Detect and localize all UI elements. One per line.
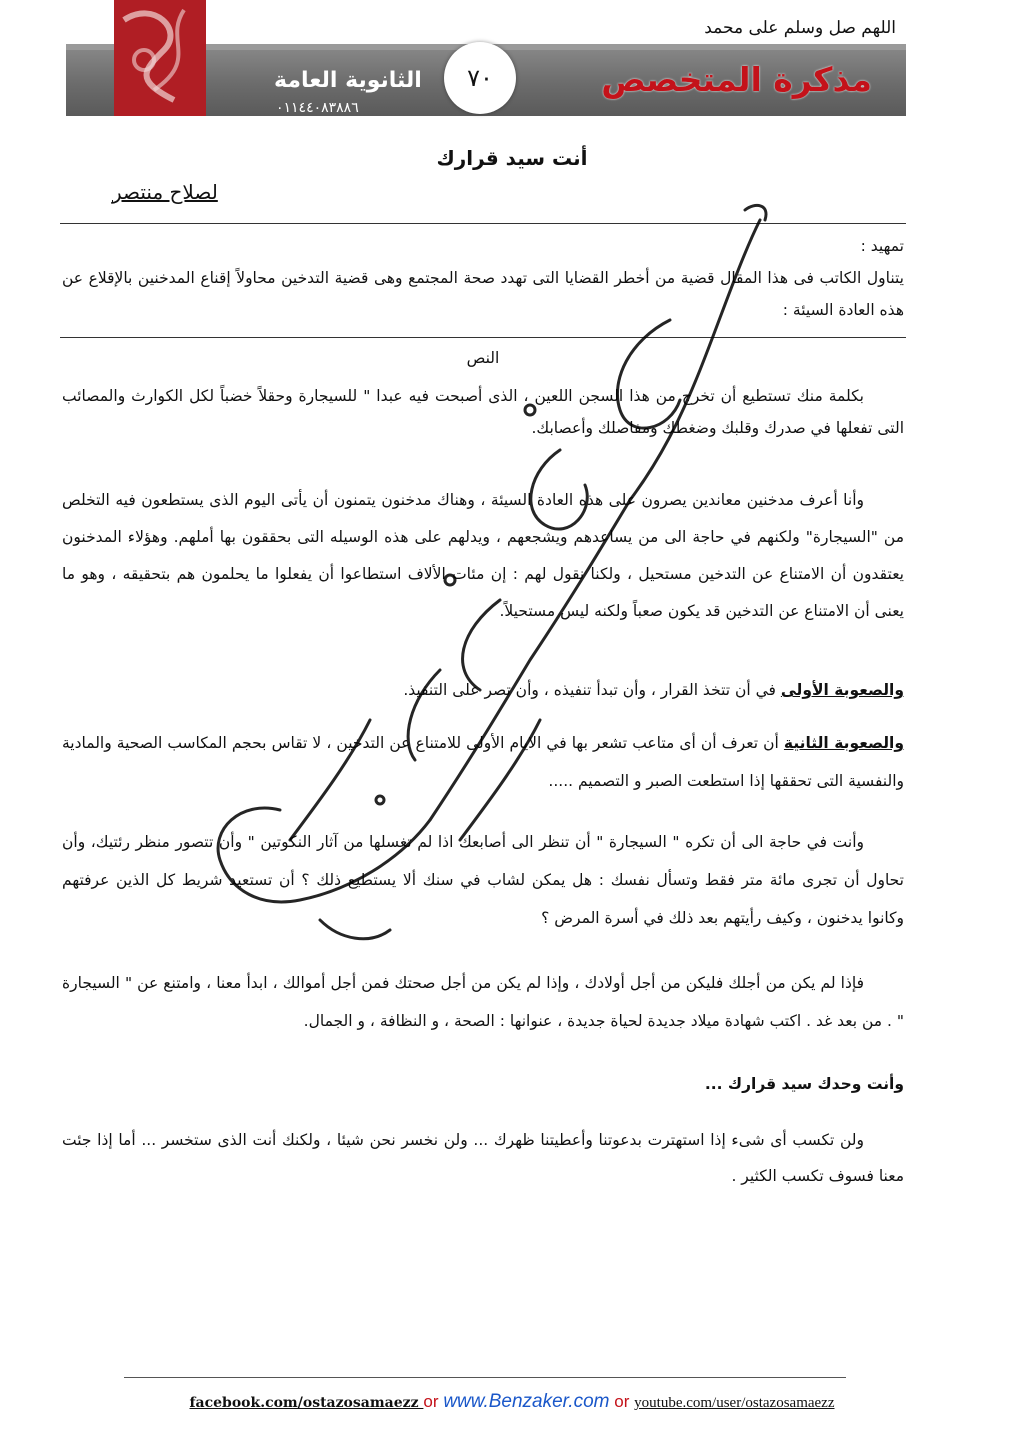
page-number: ٧٠ bbox=[444, 42, 516, 114]
footer-or-2: or bbox=[614, 1392, 630, 1411]
ornament-logo bbox=[114, 0, 206, 116]
difficulty-2-text: أن تعرف أن أى متاعب تشعر بها في الايام الأولى للامتناع عن التدخين ، لا تقاس بحجم المكاسب الصحية والمادية والنفسية التى تحققها إذا استطعت الصبر و التصميم ..... bbox=[62, 734, 904, 790]
footer bbox=[0, 1391, 1024, 1413]
article-title: أنت سيد قرارك bbox=[436, 146, 588, 170]
paragraph-3: وأنت في حاجة الى أن تكره " السيجارة " أن تنظر الى أصابعك اذا لم تغسلها من آثار النكوتين " وأن تتصور منظر رئتيك، وأن تحاول أن تجرى مائة متر فقط وتسأل نفسك : هل يمكن لشاب في سنك ألا يستطيع ذلك ؟ أن تستعيد شريط كل الذين عرفتهم وكانوا يدخنون ، وكيف رأيتهم بعد ذلك في أسرة المرض ؟ bbox=[62, 833, 904, 927]
footer-youtube-link[interactable]: youtube.com/user/ostazosamaezz bbox=[634, 1395, 835, 1411]
difficulty-1-text: في أن تتخذ القرار ، وأن تبدأ تنفيذه ، وأن تصر على التنفيذ. bbox=[403, 681, 781, 699]
difficulty-1-label: والصعوبة الأولى bbox=[780, 681, 904, 699]
header-prayer: اللهم صل وسلم على محمد bbox=[704, 18, 896, 38]
difficulty-2-label: والصعوبة الثانية bbox=[783, 734, 905, 752]
paragraph-5-heading: وأنت وحدك سيد قرارك ... bbox=[704, 1075, 904, 1093]
difficulty-1 bbox=[62, 674, 904, 706]
brand-title: مذكرة المتخصص bbox=[601, 60, 872, 99]
divider-top bbox=[60, 223, 906, 224]
intro-section bbox=[62, 230, 904, 326]
footer-facebook-link[interactable]: facebook.com/ostazosamaezz bbox=[189, 1395, 424, 1411]
ornament-icon bbox=[114, 0, 206, 116]
paragraph-6: ولن تكسب أى شىء إذا استهترت بدعوتنا وأعطيتنا ظهرك ... ولن نخسر نحن شيئا ، ولكنك أنت الذى ستخسر ... أما إذا جئت معنا فسوف تكسب الكثير . bbox=[62, 1131, 904, 1185]
divider-bottom bbox=[60, 337, 906, 338]
text-heading: النص bbox=[466, 349, 500, 367]
article-author: لصلاح منتصر bbox=[112, 180, 218, 204]
intro-text: يتناول الكاتب فى هذا المقال قضية من أخطر القضايا التى تهدد صحة المجتمع وهى قضية التدخين محاولاً إقناع المدخنين بالإقلاع عن هذه العادة السيئة : bbox=[62, 269, 904, 319]
paragraph-1: بكلمة منك تستطيع أن تخرج من هذا السجن اللعين ، الذى أصبحت فيه عبدا " للسيجارة وحقلاً خضباً لكل الكوارث والمصائب التى تفعلها في صدرك وقلبك وضغطك ومفاصلك وأعصابك. bbox=[62, 387, 904, 437]
footer-site-link[interactable]: www.Benzaker.com bbox=[443, 1391, 610, 1412]
footer-divider bbox=[124, 1377, 846, 1378]
phone-number: ٠١١٤٤٠٨٣٨٨٦ bbox=[276, 100, 359, 116]
paragraph-4: فإذا لم يكن من أجلك فليكن من أجل أولادك ، وإذا لم يكن من أجل صحتك فمن أجل أموالك ، ابدأ معنا ، وامتنع عن " السيجارة " . من بعد غد . اكتب شهادة ميلاد جديدة لحياة جديدة ، عنوانها : الصحة ، و النظافة ، و الجمال. bbox=[62, 974, 904, 1030]
footer-or-1: or bbox=[423, 1392, 439, 1411]
paragraph-2: وأنا أعرف مدخنين معاندين يصرون على هذه العادة السيئة ، وهناك مدخنون يتمنون أن يأتى اليوم الذى يستطعون فيه التخلص من "السيجارة" ولكنهم في حاجة الى من يساعدهم ويشجعهم ، ويدلهم على هذه الوسيله التى بحققون بها أملهم. وهؤلاء المدخنون يعتقدون أن الامتناع عن التدخين مستحيل ، ولكنا نقول لهم : إن مئات الألاف استطاعوا أن يفعلوا ما يحلمون هم بتحقيقه ، وهو ما يعنى أن الامتناع عن التدخين قد يكون صعباً ولكنه ليس مستحيلاً. bbox=[62, 491, 904, 620]
section-title: الثانوية العامة bbox=[274, 68, 422, 93]
intro-heading: تمهيد : bbox=[860, 237, 904, 255]
difficulty-2 bbox=[62, 724, 904, 800]
